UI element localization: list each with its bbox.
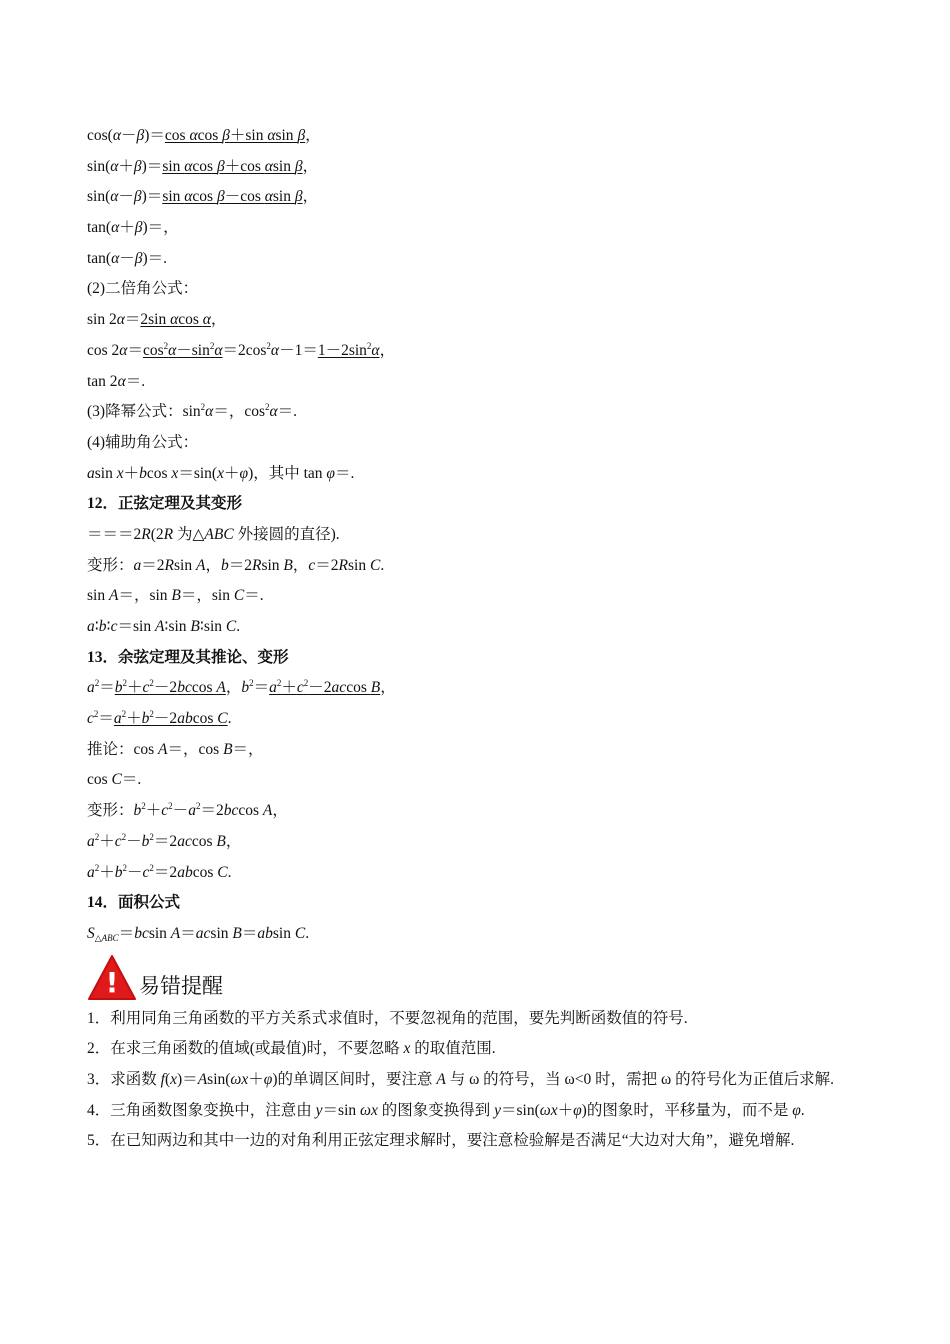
auxiliary-formula: asin x＋bcos x＝sin(x＋φ)，其中 tan φ＝. [87,464,355,482]
area-formula: $S_{\triangle ABC}=bcsin$ A＝acsin B＝absin C. [87,924,310,943]
document-body [87,121,877,1157]
tip-item-2: 2．在求三角函数的值域(或最值)时，不要忽略 x 的取值范围. [87,1040,496,1058]
formula-cos-diff: cos(α－β)＝cos αcos β＋sin αsin β， [87,127,321,144]
cosine-variant-3: $a^2+b^2-c^2=2abcos$ C. [87,862,232,881]
tip-item-4: 4．三角函数图象变换中，注意由 y＝sin ωx 的图象变换得到 y＝sin(ωx＋φ)的图象时，平移量为，而不是 φ. [87,1101,805,1119]
section-13-title: 13．余弦定理及其推论、变形 [87,648,289,666]
tips-list [87,1004,877,1157]
tip-item-1: 1．利用同角三角函数的平方关系式求值时，不要忽视角的范围，要先判断函数值的符号. [87,1009,688,1027]
formula-tan-double: tan 2α＝. [87,372,146,390]
warning-title: 易错提醒 [139,973,223,998]
cosine-corollary-2: cos C＝. [87,771,142,789]
double-angle-heading: (2)二倍角公式： [87,280,199,298]
formula-sin-double: sin 2α＝2sin αcos α， [87,311,227,329]
sine-law-variant-1: 变形：a＝2Rsin A，b＝2Rsin B，c＝2Rsin C. [87,556,385,574]
warning-header [87,952,877,1002]
tip-item-3: 3．求函数 f(x)＝Asin(ωx＋φ)的单调区间时，要注意 A 与 ω 的符号，当 ω<0 时，需把 ω 的符号化为正值后求解. [87,1070,834,1088]
auxiliary-heading: (4)辅助角公式： [87,433,199,451]
formula-sin-diff: sin(α－β)＝sin αcos β－cos αsin β， [87,188,319,206]
cosine-corollary-1: 推论：cos A＝，cos B＝， [87,740,264,758]
svg-text:!: ! [105,965,119,999]
sine-law-ratio: a∶b∶c＝sin A∶sin B∶sin C. [87,618,241,635]
section-14-title: 14．面积公式 [87,894,181,912]
section-12-title: 12．正弦定理及其变形 [87,495,243,513]
cosine-variant-2: $a^2+c^2-b^2=2accos$ B， [87,831,242,850]
cosine-variant-1: 变形：$b^2+c^2-a^2=2bccos$ A， [87,801,288,820]
formula-cos-double: $\cos 2\alpha=\cos^2\alpha-\sin^2\alpha=2\cos^2\alpha-1=1-2\sin^2\alpha$， [87,340,396,359]
cosine-law-c: $c^2=a^2+b^2-2abcos$ C. [87,709,232,728]
formula-sin-sum: sin(α＋β)＝sin αcos β＋cos αsin β， [87,157,319,175]
formula-tan-diff: tan(α－β)＝. [87,249,168,267]
cosine-law-ab: $a^2=b^2+c^2-2bccos$ A，$b^2=a^2+c^2-2accos$ B， [87,678,396,697]
tip-item-5: 5．在已知两边和其中一边的对角利用正弦定理求解时，要注意检验解是否满足“大边对大角”，避免增解. [87,1132,795,1150]
sine-law: ＝＝＝2R(2R 为△ABC 外接圆的直径). [87,525,340,543]
power-reduction: (3)降幂公式：$\sin^2\alpha=$，$\cos^2\alpha=$. [87,402,298,421]
warning-triangle-icon [87,954,137,1002]
sine-law-variant-2: sin A＝，sin B＝，sin C＝. [87,587,264,605]
formula-tan-sum: tan(α＋β)＝， [87,219,179,237]
